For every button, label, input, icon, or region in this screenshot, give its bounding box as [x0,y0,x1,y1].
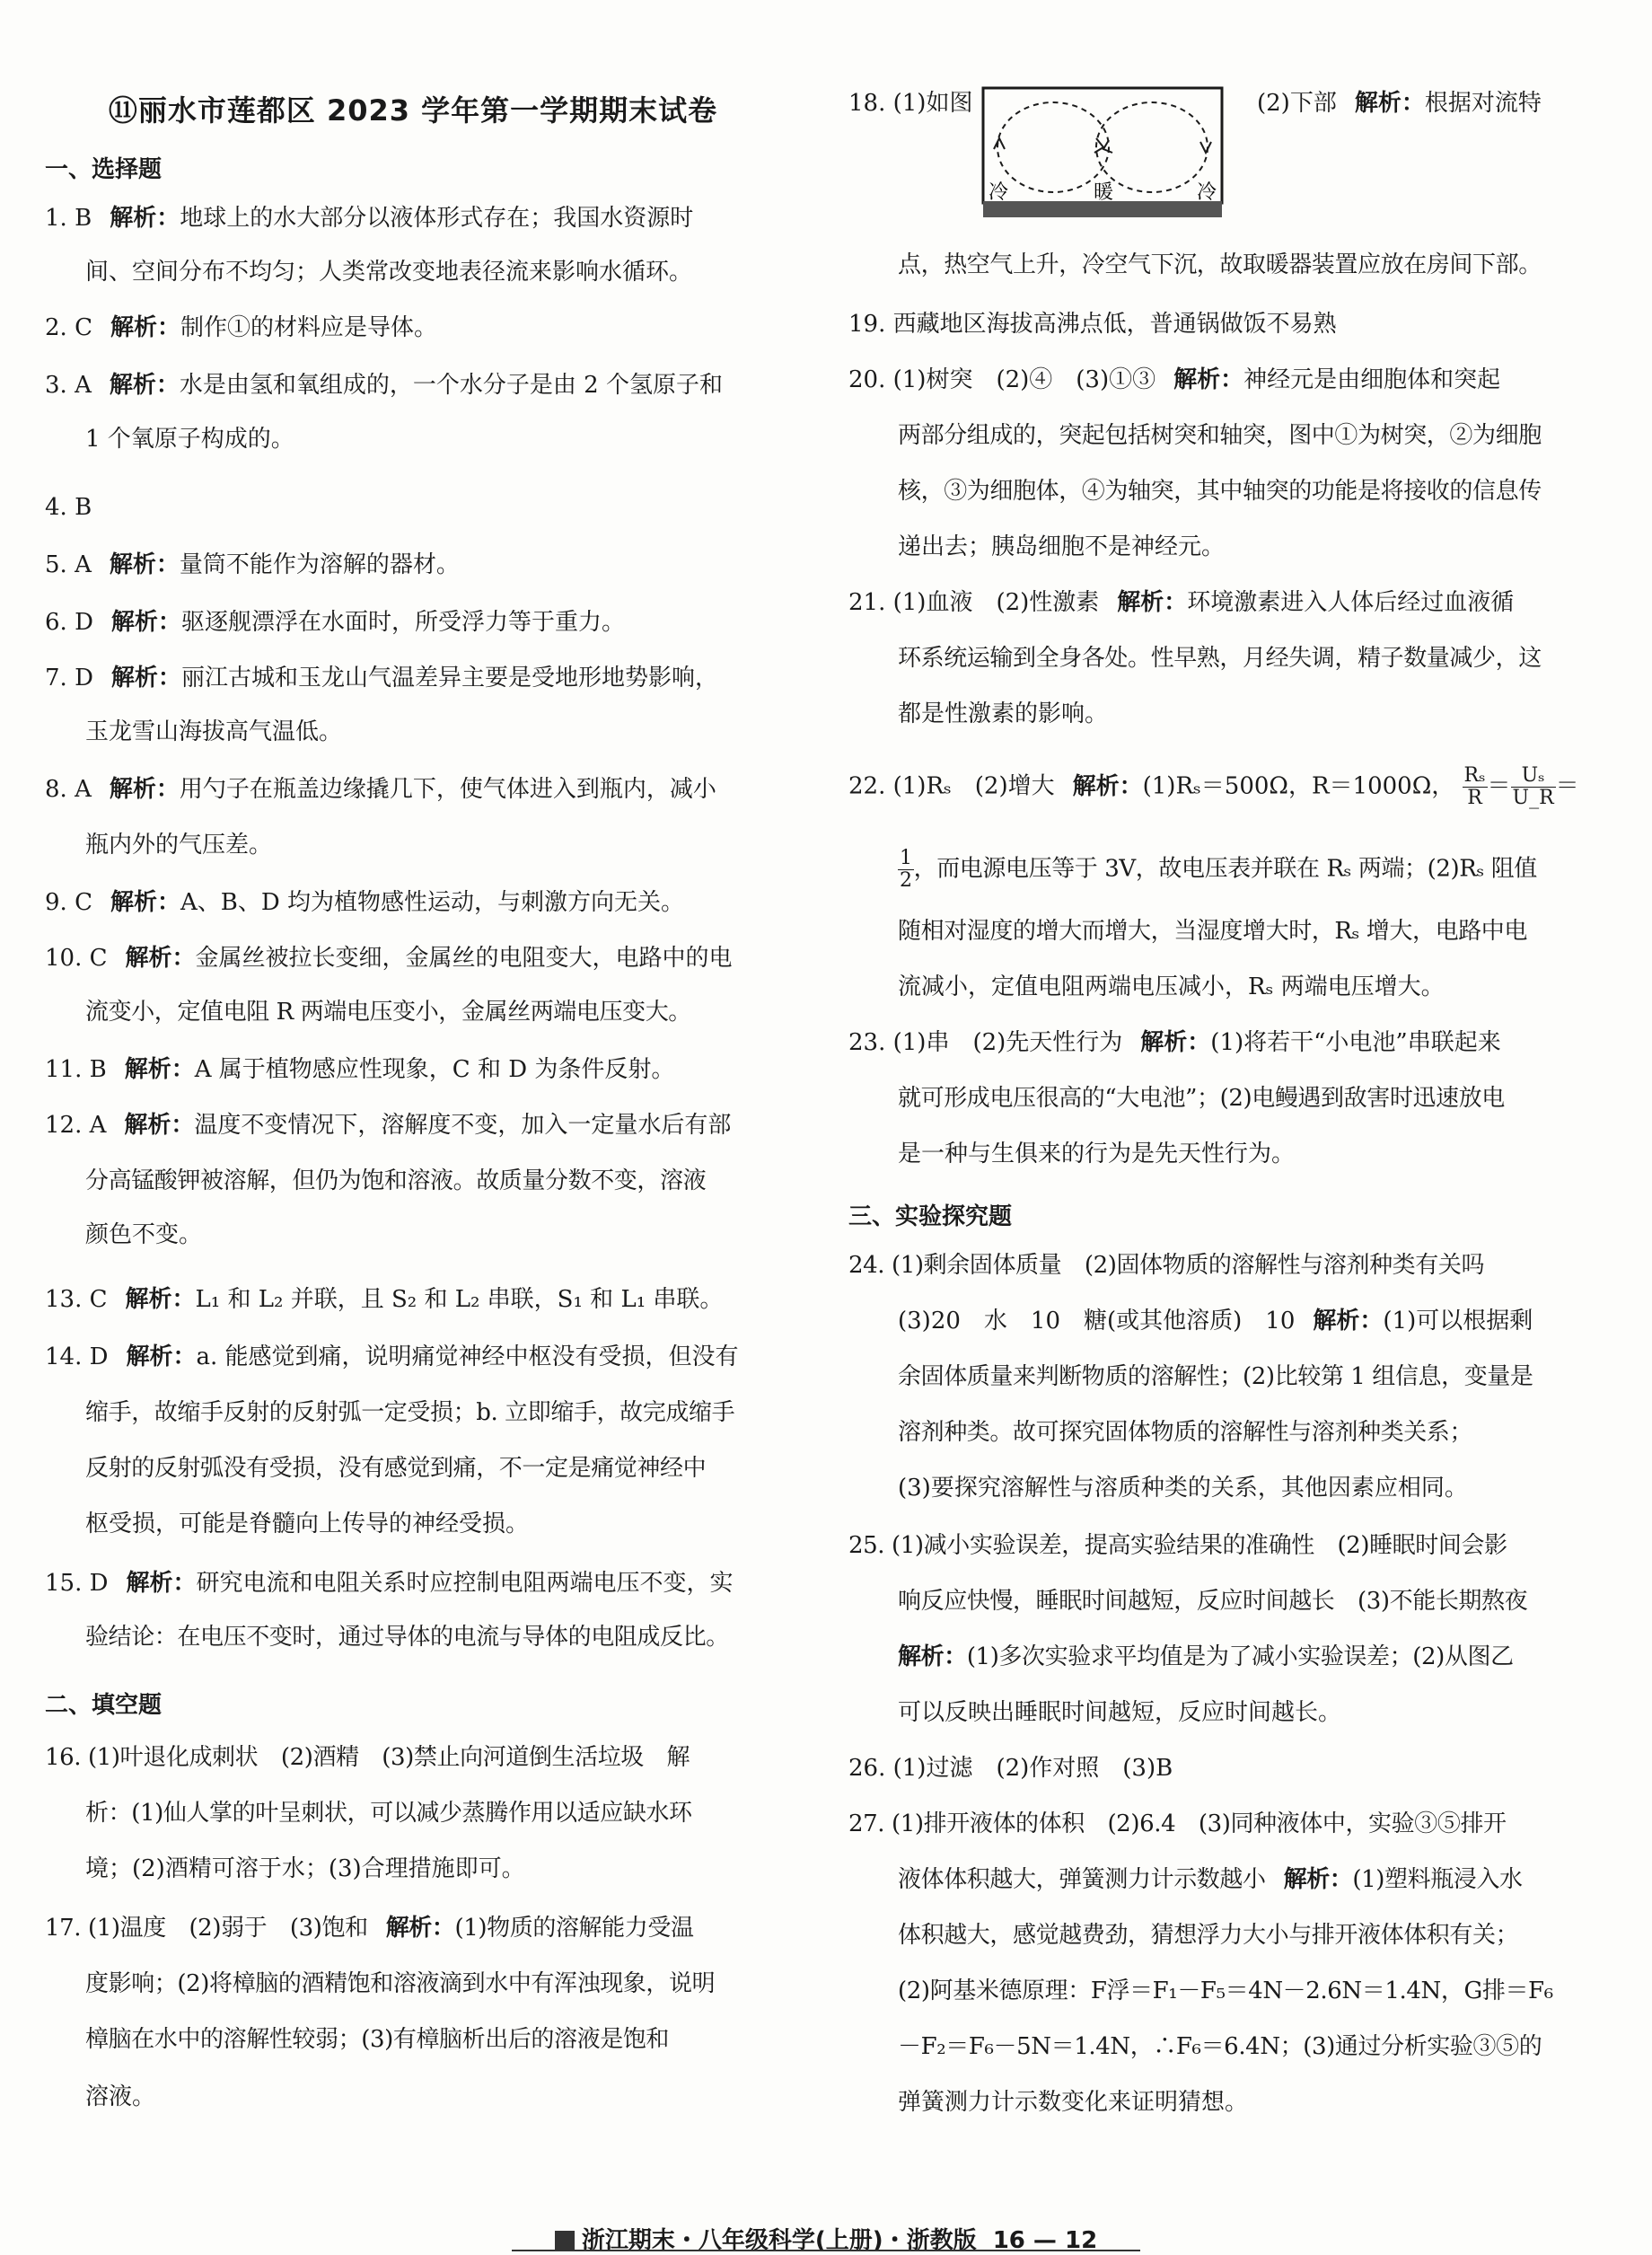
q16-line3: 境；(2)酒精可溶于水；(3)合理措施即可。 [85,1855,525,1882]
q17-cont1: 度影响；(2)将樟脑的酒精饱和溶液滴到水中有浑浊现象，说明 [85,1970,716,1997]
q24-cont3: (3)要探究溶解性与溶质种类的关系，其他因素应相同。 [898,1475,1468,1502]
q21-cont2: 都是性激素的影响。 [898,700,1109,727]
page-title: ⑪丽水市莲都区 2023 学年第一学期期末试卷 [108,93,718,128]
q7-cont: 玉龙雪山海拔高气温低。 [85,718,343,745]
q17-cont3: 溶液。 [85,2083,156,2110]
q18-head: 18. (1)如图 [848,90,973,117]
q8-line: 8. A 解析：用勺子在瓶盖边缘撬几下，使气体进入到瓶内，减小 [45,776,716,803]
q26-line: 26. (1)过滤 (2)作对照 (3)B [848,1755,1173,1782]
q9-line: 9. C 解析：A、B、D 均为植物感性运动，与刺激方向无关。 [45,889,684,916]
fraction-us-ur: $\frac{\text{Uₛ}}{U\_R}$ [1512,764,1554,809]
q25-line3: 解析：(1)多次实验求平均值是为了减小实验误差；(2)从图乙 [898,1643,1514,1670]
q22-cont1: $\frac{1}{2}$ ，而电源电压等于 3V，故电压表并联在 Rₛ 两端；(2)Rₛ 阻值 [900,847,1537,892]
q14-cont3: 枢受损，可能是脊髓向上传导的神经受损。 [85,1511,530,1537]
q18-cont: 点，热空气上升，冷空气下沉，故取暖器装置应放在房间下部。 [898,251,1542,278]
section-heading-fill: 二、填空题 [45,1692,163,1719]
q23-cont1: 就可形成电压很高的“大电池”；(2)电鳗遇到敌害时迅速放电 [898,1085,1505,1112]
center-right-arrow [1103,140,1112,153]
right-convection-loop [1096,102,1208,192]
q15-cont: 验结论：在电压不变时，通过导体的电流与导体的电阻成反比。 [85,1624,729,1651]
q24-cont2: 溶剂种类。故可探究固体物质的溶解性与溶剂种类关系； [898,1419,1473,1446]
footer-text: 浙江期末・八年级科学(上册)・浙教版 [581,2227,977,2254]
q14-cont1: 缩手，故缩手反射的反射弧一定受损；b. 立即缩手，故完成缩手 [85,1399,735,1426]
q5-line: 5. A 解析：量筒不能作为溶解的器材。 [45,551,460,578]
q3-cont: 1 个氧原子构成的。 [85,426,294,453]
q4-line: 4. B [45,494,92,521]
q21-line: 21. (1)血液 (2)性激素 解析：环境激素进入人体后经过血液循 [848,589,1515,616]
footer-rule [512,2250,1140,2251]
q23-cont2: 是一种与生俱来的行为是先天性行为。 [898,1141,1296,1167]
q24-line2: (3)20 水 10 糖(或其他溶质) 10 解析：(1)可以根据剩 [898,1308,1533,1335]
q1-cont: 间、空间分布不均匀；人类常改变地表径流来影响水循环。 [85,259,693,286]
q21-cont1: 环系统运输到全身各处。性早熟，月经失调，精子数量减少，这 [898,645,1542,672]
q10-line: 10. C 解析：金属丝被拉长变细，金属丝的电阻变大，电路中的电 [45,945,733,972]
section-heading-choice: 一、选择题 [45,156,163,183]
warm-label: 暖 [1094,181,1114,204]
fraction-half: $\frac{1}{2}$ [900,847,912,892]
fraction-rs-r: $\frac{\text{Rₛ}}{R}$ [1463,764,1486,809]
q24-line1: 24. (1)剩余固体质量 (2)固体物质的溶解性与溶剂种类有关吗 [848,1252,1485,1279]
section-heading-experiment: 三、实验探究题 [848,1203,1013,1230]
q17-line: 17. (1)温度 (2)弱于 (3)饱和 解析：(1)物质的溶解能力受温 [45,1915,694,1942]
q27-cont1: 体积越大，感觉越费劲，猜想浮力大小与排开液体体积有关； [898,1922,1519,1949]
q20-line: 20. (1)树突 (2)④ (3)①③ 解析：神经元是由细胞体和突起 [848,366,1501,393]
q22-cont2: 随相对湿度的增大而增大，当湿度增大时，Rₛ 增大，电路中电 [898,918,1528,945]
q7-line: 7. D 解析：丽江古城和玉龙山气温差异主要是受地形地势影响， [45,665,718,691]
q22-line: 22. (1)Rₛ (2)增大 解析：(1)Rₛ＝500Ω，R＝1000Ω， $\frac{\text{Rₛ}}{R}$ ＝ $\frac{\text{Uₛ}}{U\_R}$ ＝ [848,764,1579,809]
q16-line1: 16. (1)叶退化成刺状 (2)酒精 (3)禁止向河道倒生活垃圾 解 [45,1744,690,1771]
q12-line: 12. A 解析：温度不变情况下，溶解度不变，加入一定量水后有部 [45,1112,732,1139]
convection-diagram [981,86,1224,221]
q27-cont4: 弹簧测力计示数变化来证明猜想。 [898,2089,1249,2116]
q22-cont3: 流减小，定值电阻两端电压减小，Rₛ 两端电压增大。 [898,973,1445,1000]
q14-cont2: 反射的反射弧没有受损，没有感觉到痛，不一定是痛觉神经中 [85,1455,707,1482]
q25-cont: 可以反映出睡眠时间越短，反应时间越长。 [898,1699,1342,1726]
q11-line: 11. B 解析：A 属于植物感应性现象，C 和 D 为条件反射。 [45,1056,675,1083]
left-convection-loop [997,102,1109,192]
q19-line: 19. 西藏地区海拔高沸点低，普通锅做饭不易熟 [848,311,1337,338]
q20-cont3: 递出去；胰岛细胞不是神经元。 [898,533,1226,560]
q14-line: 14. D 解析：a. 能感觉到痛，说明痛觉神经中枢没有受损，但没有 [45,1343,739,1370]
q3-line: 3. A 解析：水是由氢和氧组成的，一个水分子是由 2 个氢原子和 [45,372,723,399]
q6-line: 6. D 解析：驱逐舰漂浮在水面时，所受浮力等于重力。 [45,609,625,636]
q1-line: 1. B 解析：地球上的水大部分以液体形式存在；我国水资源时 [45,205,694,232]
q18-line: (2)下部 解析：根据对流特 [1257,90,1542,117]
q20-cont2: 核，③为细胞体，④为轴突，其中轴突的功能是将接收的信息传 [898,478,1542,505]
q2-line: 2. C 解析：制作①的材料应是导体。 [45,314,437,341]
footer-badge-icon [555,2231,575,2251]
q10-cont: 流变小，定值电阻 R 两端电压变小，金属丝两端电压变大。 [85,999,691,1026]
q17-cont2: 樟脑在水中的溶解性较弱；(3)有樟脑析出后的溶液是饱和 [85,2026,670,2053]
q27-line1: 27. (1)排开液体的体积 (2)6.4 (3)同种液体中，实验③⑤排开 [848,1810,1507,1837]
page-number: 16 — 12 [992,2227,1098,2254]
q15-line: 15. D 解析：研究电流和电阻关系时应控制电阻两端电压不变，实 [45,1570,734,1597]
q25-line1: 25. (1)减小实验误差，提高实验结果的准确性 (2)睡眠时间会影 [848,1532,1507,1559]
q25-line2: 响反应快慢，睡眠时间越短，反应时间越长 (3)不能长期熬夜 [898,1588,1528,1615]
q20-cont1: 两部分组成的，突起包括树突和轴突，图中①为树突，②为细胞 [898,422,1542,449]
right-arrow [1200,142,1211,153]
cold-left-label: 冷 [989,181,1009,204]
q24-cont1: 余固体质量来判断物质的溶解性；(2)比较第 1 组信息，变量是 [898,1363,1533,1390]
q27-cont3: －F₂＝F₆－5N＝1.4N，∴F₆＝6.4N；(3)通过分析实验③⑤的 [898,2033,1542,2060]
q27-line2: 液体体积越大，弹簧测力计示数越小 解析：(1)塑料瓶浸入水 [898,1866,1523,1893]
q13-line: 13. C 解析：L₁ 和 L₂ 并联，且 S₂ 和 L₂ 串联，S₁ 和 L₁ 串联。 [45,1286,724,1313]
left-arrow [994,138,1005,149]
q27-cont2: (2)阿基米德原理：F浮＝F₁－F₅＝4N－2.6N＝1.4N，G排＝F₆ [898,1978,1553,2004]
q23-line: 23. (1)串 (2)先天性行为 解析：(1)将若干“小电池”串联起来 [848,1029,1501,1056]
cold-right-label: 冷 [1197,181,1217,204]
q12-cont1: 分高锰酸钾被溶解，但仍为饱和溶液。故质量分数不变，溶液 [85,1167,707,1194]
q12-cont2: 颜色不变。 [85,1221,203,1248]
q16-line2: 析：(1)仙人掌的叶呈刺状，可以减少蒸腾作用以适应缺水环 [85,1800,692,1827]
q8-cont: 瓶内外的气压差。 [85,832,273,859]
